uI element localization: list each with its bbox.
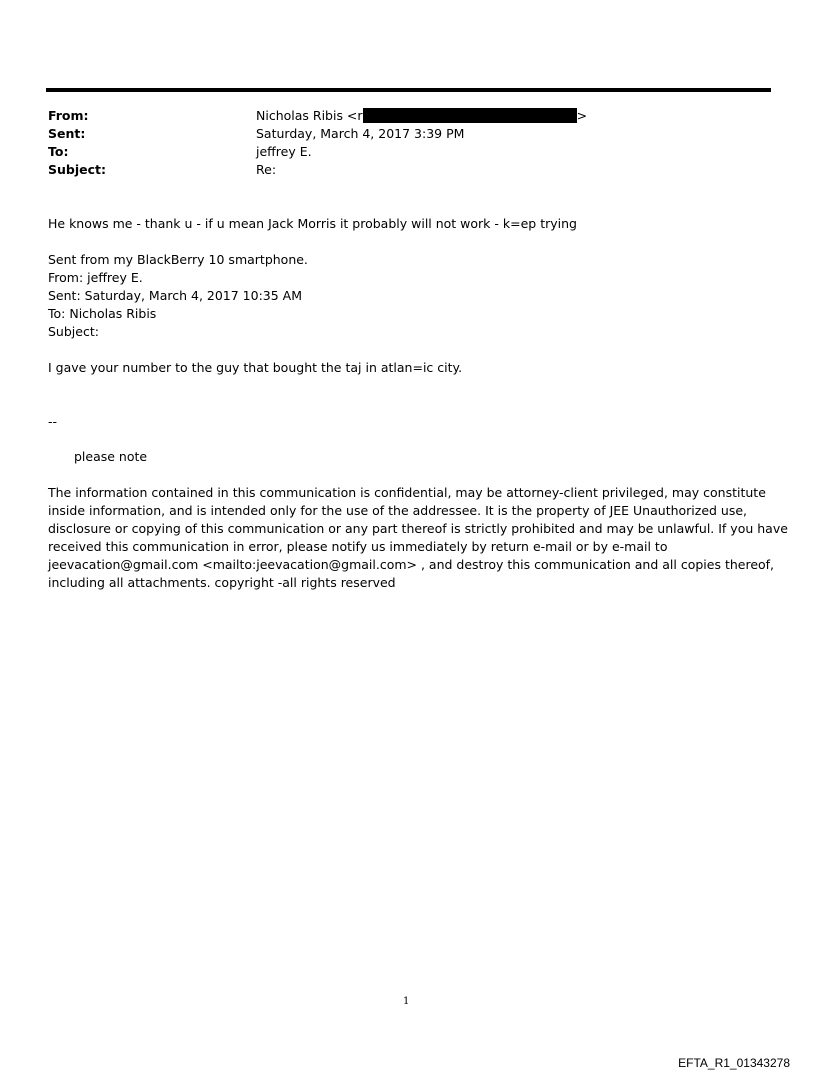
- disclaimer-line: jeevacation@gmail.com <mailto:jeevacation@gmail.com> , and destroy this communication and all copies thereof,: [48, 557, 775, 572]
- redaction-box: [363, 108, 577, 123]
- disclaimer-line: disclosure or copying of this communication or any part thereof is strictly prohibited and may be unlawful. If you have: [48, 521, 788, 536]
- disclaimer-line: received this communication in error, please notify us immediately by return e-mail or by e-mail to: [48, 539, 668, 554]
- sent-value: Saturday, March 4, 2017 3:39 PM: [256, 126, 465, 141]
- from-label: From:: [48, 108, 89, 123]
- to-label: To:: [48, 144, 69, 159]
- quoted-sent: Sent: Saturday, March 4, 2017 10:35 AM: [48, 288, 303, 303]
- signature-line: Sent from my BlackBerry 10 smartphone.: [48, 252, 308, 267]
- disclaimer-line: inside information, and is intended only for the use of the addressee. It is the property of JEE Unauthorized use,: [48, 503, 748, 518]
- please-note: please note: [74, 449, 148, 464]
- from-value-suffix: >: [576, 108, 588, 123]
- from-value: [256, 107, 587, 125]
- to-value: jeffrey E.: [256, 144, 312, 159]
- subject-value: Re:: [256, 162, 277, 177]
- quoted-to: To: Nicholas Ribis: [48, 306, 157, 321]
- sent-label: Sent:: [48, 126, 86, 141]
- header-rule: [46, 88, 771, 92]
- disclaimer-line: including all attachments. copyright -all rights reserved: [48, 575, 396, 590]
- subject-label: Subject:: [48, 162, 106, 177]
- quoted-subject: Subject:: [48, 324, 99, 339]
- quoted-from: From: jeffrey E.: [48, 270, 143, 285]
- page-number: 1: [403, 996, 410, 1007]
- reply-line: He knows me - thank u - if u mean Jack Morris it probably will not work - k=ep trying: [48, 216, 577, 231]
- document-id: EFTA_R1_01343278: [678, 1056, 790, 1070]
- from-value-prefix: Nicholas Ribis <r: [256, 108, 363, 123]
- separator: --: [48, 414, 58, 429]
- quoted-message: I gave your number to the guy that bought the taj in atlan=ic city.: [48, 360, 463, 375]
- disclaimer-line: The information contained in this communication is confidential, may be attorney-client privileged, may constitute: [48, 485, 766, 500]
